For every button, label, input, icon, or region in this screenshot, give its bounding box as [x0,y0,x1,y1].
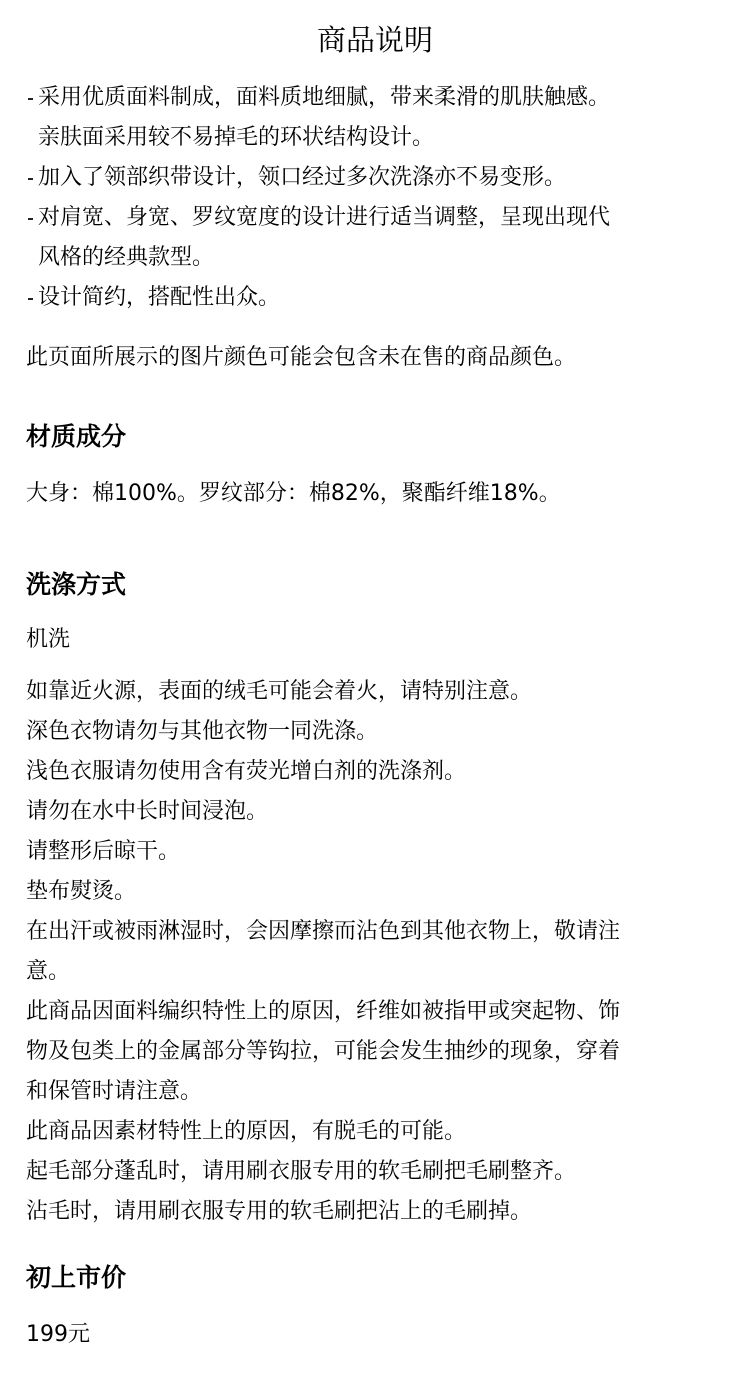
care-note [26,752,736,792]
washing-method: 机洗 [26,627,71,652]
care-note [26,672,736,712]
care-note-line: 请整形后晾干。 [26,839,181,864]
care-note-line: 沾毛时，请用刷衣服专用的软毛刷把沾上的毛刷掉。 [26,1199,533,1224]
feature-line: 采用优质面料制成，面料质地细腻，带来柔滑的肌肤触感。 [38,85,611,110]
care-note [26,872,736,912]
feature-line: 对肩宽、身宽、罗纹宽度的设计进行适当调整，呈现出现代 [38,205,611,230]
color-note: 此页面所展示的图片颜色可能会包含未在售的商品颜色。 [26,345,577,370]
feature-line: 风格的经典款型。 [38,245,215,270]
feature-item [26,78,736,158]
care-note [26,1112,736,1152]
care-notes [26,672,736,1232]
care-note-line: 深色衣物请勿与其他衣物一同洗涤。 [26,719,379,744]
care-note-line: 垫布熨烫。 [26,879,137,904]
care-note [26,1192,736,1232]
feature-line: 加入了领部织带设计，领口经过多次洗涤亦不易变形。 [38,165,567,190]
care-note [26,832,736,872]
material-heading: 材质成分 [26,422,127,451]
material-text: 大身：棉100%。罗纹部分：棉82%，聚酯纤维18%。 [26,481,561,506]
care-note [26,1152,736,1192]
feature-line: 亲肤面采用较不易掉毛的环状结构设计。 [38,125,435,150]
feature-line: 设计简约，搭配性出众。 [38,285,281,310]
care-note-line: 物及包类上的金属部分等钩拉，可能会发生抽纱的现象，穿着 [26,1039,621,1064]
care-note-line: 请勿在水中长时间浸泡。 [26,799,269,824]
feature-item [26,198,736,278]
care-note-line: 意。 [26,959,71,984]
care-note [26,912,736,992]
care-note [26,792,736,832]
care-note [26,992,736,1112]
care-note-line: 此商品因面料编织特性上的原因，纤维如被指甲或突起物、饰 [26,999,621,1024]
price-value: 199元 [26,1322,90,1347]
feature-item [26,278,736,318]
care-note-line: 在出汗或被雨淋湿时，会因摩擦而沾色到其他衣物上，敬请注 [26,919,621,944]
feature-list [26,78,736,318]
care-note [26,712,736,752]
feature-item [26,158,736,198]
care-note-line: 和保管时请注意。 [26,1079,203,1104]
price-heading: 初上市价 [26,1263,127,1292]
care-note-line: 此商品因素材特性上的原因，有脱毛的可能。 [26,1119,467,1144]
care-note-line: 如靠近火源，表面的绒毛可能会着火，请特别注意。 [26,679,533,704]
washing-heading: 洗涤方式 [26,570,127,599]
care-note-line: 浅色衣服请勿使用含有荧光增白剂的洗涤剂。 [26,759,467,784]
care-note-line: 起毛部分蓬乱时，请用刷衣服专用的软毛刷把毛刷整齐。 [26,1159,577,1184]
page-title: 商品说明 [316,23,433,57]
